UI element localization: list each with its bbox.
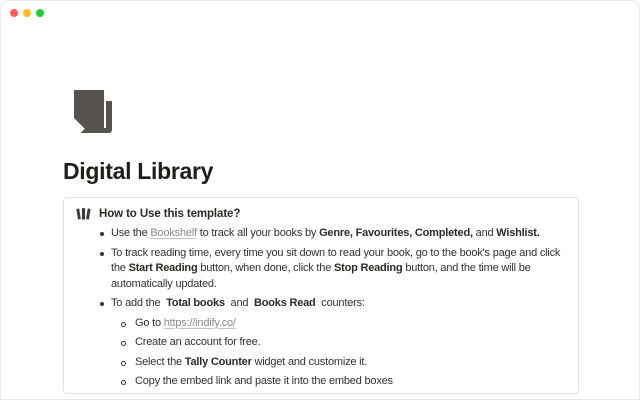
bullet-dot-icon: [100, 232, 104, 236]
sub-bullet-item: [76, 316, 566, 332]
bold-text: Wishlist.: [496, 227, 540, 239]
inline-link[interactable]: https://indify.co/: [163, 316, 236, 329]
bullet-circle-icon: [121, 380, 126, 385]
plain-text: Go to: [135, 316, 164, 329]
bullet-text: [111, 227, 540, 239]
bullet-text: [111, 297, 365, 309]
bullet-text: [111, 247, 563, 290]
plain-text: button, when done, click the: [197, 262, 334, 274]
plain-text: widget and customize it.: [251, 355, 368, 368]
page-title[interactable]: Digital Library: [63, 158, 214, 184]
plain-text: and: [472, 227, 497, 239]
instruction-list: [76, 226, 566, 390]
plain-text: Copy the embed link and paste it into the embed boxes: [135, 375, 393, 387]
bullet-circle-icon: [121, 322, 126, 327]
bullet-text: [135, 356, 367, 368]
plain-text: To track reading time, every time you sit down to read your book, go to the book's page and click the: [111, 246, 564, 274]
window-controls: [10, 9, 44, 17]
inline-link[interactable]: Bookshelf: [150, 227, 197, 239]
bullet-text: [135, 375, 393, 387]
plain-text: to track all your books by: [196, 227, 320, 239]
bold-text: Start Reading: [128, 262, 198, 274]
books-icon: [76, 206, 91, 221]
bullet-dot-icon: [100, 302, 104, 306]
bullet-circle-icon: [121, 361, 126, 366]
callout-title: How to Use this template?: [99, 207, 241, 220]
bold-text: Tally Counter: [184, 355, 252, 368]
close-button[interactable]: [10, 9, 18, 17]
callout-header: [76, 205, 566, 222]
bold-text: Total books: [166, 297, 225, 309]
sub-bullet-item: [76, 355, 566, 371]
plain-text: Create an account for free.: [135, 336, 261, 348]
plain-text: To add the: [111, 297, 167, 309]
bullet-item: [76, 246, 566, 293]
howto-callout: [63, 197, 579, 394]
bullet-text: [135, 317, 236, 329]
sub-bullet-item: [76, 335, 566, 351]
bullet-item: [76, 226, 566, 242]
bold-text: Stop Reading: [333, 262, 403, 274]
plain-text: button, and the time will be automatically updated.: [111, 262, 534, 290]
plain-text: counters:: [315, 297, 365, 309]
bullet-item: [76, 296, 566, 312]
bullet-dot-icon: [100, 252, 104, 256]
plain-text: Use the: [111, 227, 151, 239]
plain-text: Select the: [135, 355, 185, 368]
bold-text: Books Read: [254, 297, 316, 309]
bullet-text: [135, 336, 260, 348]
bullet-circle-icon: [121, 341, 126, 346]
plain-text: and: [224, 297, 254, 309]
book-icon[interactable]: [74, 90, 113, 134]
zoom-button[interactable]: [36, 9, 44, 17]
minimize-button[interactable]: [23, 9, 31, 17]
bold-text: Genre, Favourites, Completed,: [319, 227, 473, 239]
sub-bullet-item: [76, 374, 566, 390]
